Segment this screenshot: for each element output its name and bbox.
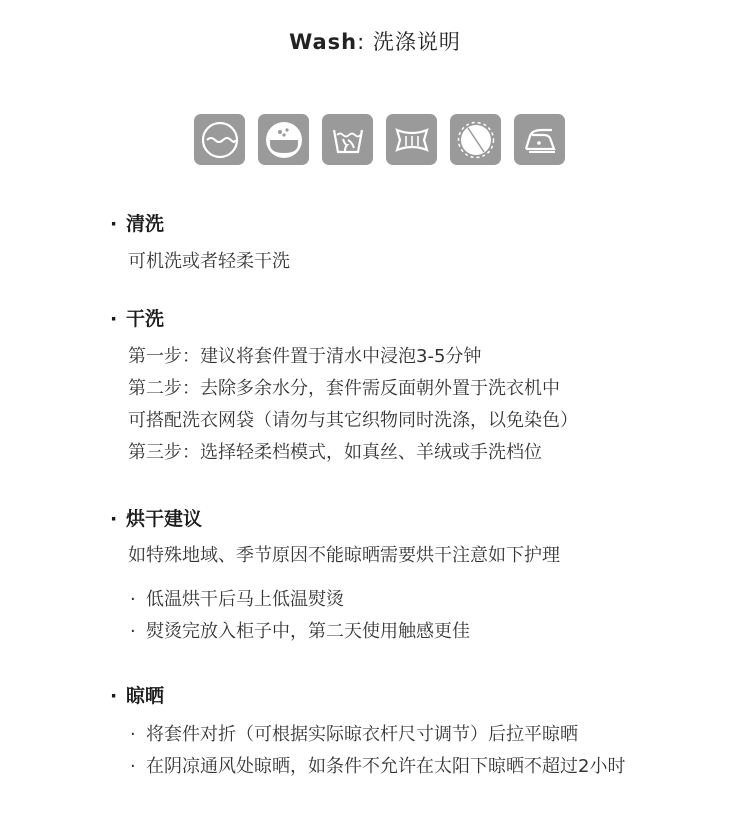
section-title: 干洗 xyxy=(126,308,165,330)
list-item-text: 熨烫完放入柜子中，第二天使用触感更佳 xyxy=(146,621,470,642)
section-dry-clean xyxy=(110,304,578,469)
bullet-dot: · xyxy=(130,621,136,642)
text-line: 第三步：选择轻柔档模式，如真丝、羊绒或手洗档位 xyxy=(128,442,542,463)
iron-icon xyxy=(514,114,565,165)
list-item xyxy=(110,616,560,648)
section-wash xyxy=(110,209,290,278)
section-title: 烘干建议 xyxy=(126,508,203,530)
section-heading xyxy=(110,304,578,334)
text-line: 可机洗或者轻柔干洗 xyxy=(128,251,290,272)
bullet-dot: · xyxy=(130,756,136,777)
section-title: 晾晒 xyxy=(126,685,165,707)
section-heading xyxy=(110,209,290,239)
list-item-text: 将套件对折（可根据实际晾衣杆尺寸调节）后拉平晾晒 xyxy=(146,724,578,745)
section-heading xyxy=(110,504,560,534)
tumble-dry-icon xyxy=(450,114,501,165)
list-item xyxy=(110,584,560,616)
page-title xyxy=(0,26,750,56)
title-chinese: : 洗涤说明 xyxy=(357,30,461,54)
flat-dry-icon xyxy=(386,114,437,165)
section-tumble-dry xyxy=(110,504,560,648)
bullet-dot: · xyxy=(110,213,118,235)
hand-wash-tub-icon xyxy=(194,114,245,165)
text-line: 如特殊地域、季节原因不能晾晒需要烘干注意如下护理 xyxy=(128,545,560,566)
care-icons-row xyxy=(194,114,565,165)
section-heading xyxy=(110,681,625,711)
list-item xyxy=(110,719,625,751)
text-line: 可搭配洗衣网袋（请勿与其它织物同时洗涤，以免染色） xyxy=(128,410,578,431)
section-title: 清洗 xyxy=(126,213,165,235)
title-latin: Wash xyxy=(289,30,358,54)
bullet-dot: · xyxy=(110,685,118,707)
machine-wash-icon xyxy=(258,114,309,165)
section-air-dry xyxy=(110,681,625,783)
bullet-dot: · xyxy=(130,724,136,745)
bullet-dot: · xyxy=(130,589,136,610)
bullet-dot: · xyxy=(110,508,118,530)
text-line: 第二步：去除多余水分，套件需反面朝外置于洗衣机中 xyxy=(128,378,560,399)
list-item-text: 在阴凉通风处晾晒，如条件不允许在太阳下晾晒不超过2小时 xyxy=(146,756,626,777)
no-bleach-icon xyxy=(322,114,373,165)
list-item xyxy=(110,751,625,783)
text-line: 第一步：建议将套件置于清水中浸泡3-5分钟 xyxy=(128,346,482,367)
bullet-dot: · xyxy=(110,308,118,330)
list-item-text: 低温烘干后马上低温熨烫 xyxy=(146,589,344,610)
